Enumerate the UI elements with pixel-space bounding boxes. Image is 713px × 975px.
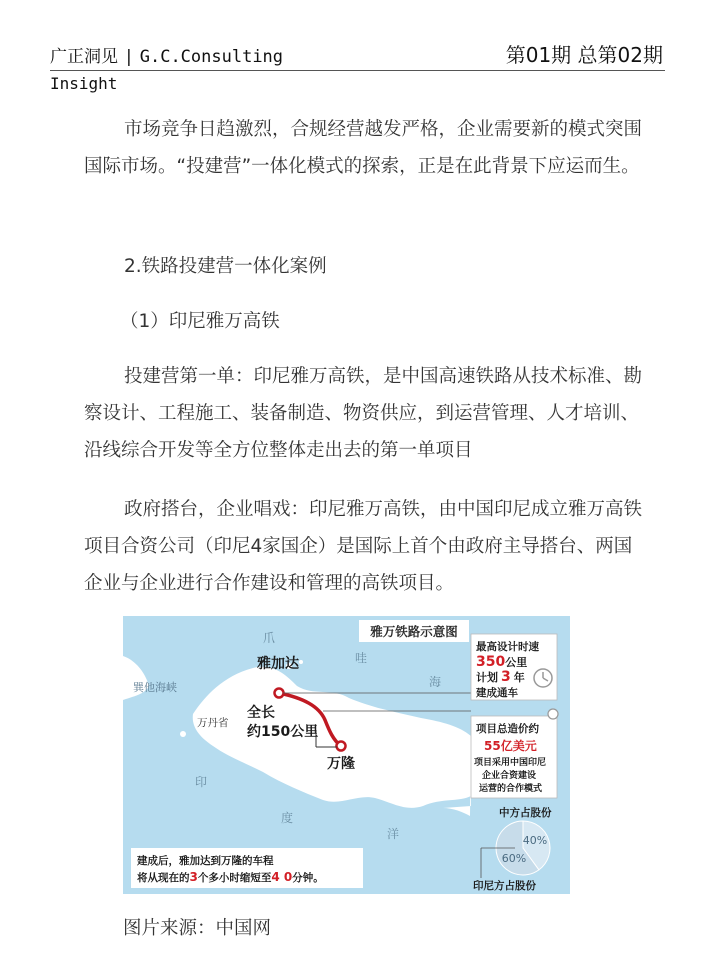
bottom-note-line1: 建成后，雅加达到万隆的车程 [137, 855, 274, 867]
subheading: （1）印尼雅万高铁 [120, 311, 280, 332]
cost-line5: 运营的合作模式 [479, 784, 543, 794]
clock-icon [534, 669, 552, 687]
strait-label: 巽他海峡 [133, 681, 177, 694]
city-bandung: 万隆 [327, 756, 355, 772]
paragraph-government: 政府搭台，企业唱戏：印尼雅万高铁，由中国印尼成立雅万高铁项目合资公司（印尼4家国企）是国际上首个由政府主导搭台、两国企业与企业进行合作建设和管理的高铁项目。 [84, 499, 643, 594]
brand-cn: 广正洞见 [50, 47, 118, 67]
share-china-label: 中方占股份 [499, 807, 552, 819]
speed-line4: 建成通车 [476, 687, 518, 699]
island [299, 660, 303, 664]
sea-char-3: 海 [429, 675, 442, 689]
length-label-1: 全长 [247, 705, 275, 721]
bottom-note-line2: 将从现在的3个多小时缩短至4 0分钟。 [137, 870, 324, 884]
brand-en: G.C.Consulting [139, 47, 284, 67]
header-divider [50, 70, 665, 71]
header-brand [50, 42, 283, 67]
jakarta-marker [275, 689, 284, 698]
ocean-char-1: 印 [195, 775, 208, 789]
city-jakarta: 雅加达 [257, 656, 299, 672]
paragraph-intro: 市场竞争日趋激烈，合规经营越发严格，企业需要新的模式突围国际市场。“投建营”一体化模式的探索，正是在此背景下应运而生。 [84, 119, 643, 177]
section-heading: 2.铁路投建营一体化案例 [124, 256, 327, 277]
brand-en-line2: Insight [50, 74, 118, 93]
speed-line2: 350公里 [476, 654, 528, 670]
brand-separator: | [126, 47, 132, 67]
ocean-char-2: 度 [281, 811, 294, 825]
pie-label-china: 40% [522, 834, 548, 847]
pie-label-indonesia: 60% [501, 852, 527, 865]
cost-box-pin-icon [548, 709, 558, 719]
cost-line1: 项目总造价约 [476, 723, 539, 735]
share-indonesia-label: 印尼方占股份 [473, 880, 536, 892]
length-label-2: 约150公里 [247, 724, 319, 740]
cost-line3: 项目采用中国印尼 [474, 758, 547, 768]
issue-number: 第01期 总第02期 [505, 43, 663, 67]
sea-char-1: 爪 [263, 631, 276, 645]
bandung-marker [337, 742, 346, 751]
cost-line4: 企业合资建设 [482, 771, 537, 781]
speed-line3: 计划 3 年 [476, 669, 525, 685]
ocean-char-3: 洋 [387, 827, 400, 841]
island [180, 731, 186, 737]
sea-char-2: 哇 [355, 651, 368, 665]
figure-caption: 图片来源：中国网 [123, 918, 272, 939]
cost-line2: 55亿美元 [484, 739, 537, 753]
province-label: 万丹省 [197, 717, 229, 729]
paragraph-first-project: 投建营第一单：印尼雅万高铁，是中国高速铁路从技术标准、勘察设计、工程施工、装备制造、物资供应，到运营管理、人才培训、沿线综合开发等全方位整体走出去的第一单项目 [84, 366, 643, 461]
map-title: 雅万铁路示意图 [370, 624, 458, 639]
railway-route-map [123, 616, 570, 894]
speed-line1: 最高设计时速 [476, 641, 539, 653]
